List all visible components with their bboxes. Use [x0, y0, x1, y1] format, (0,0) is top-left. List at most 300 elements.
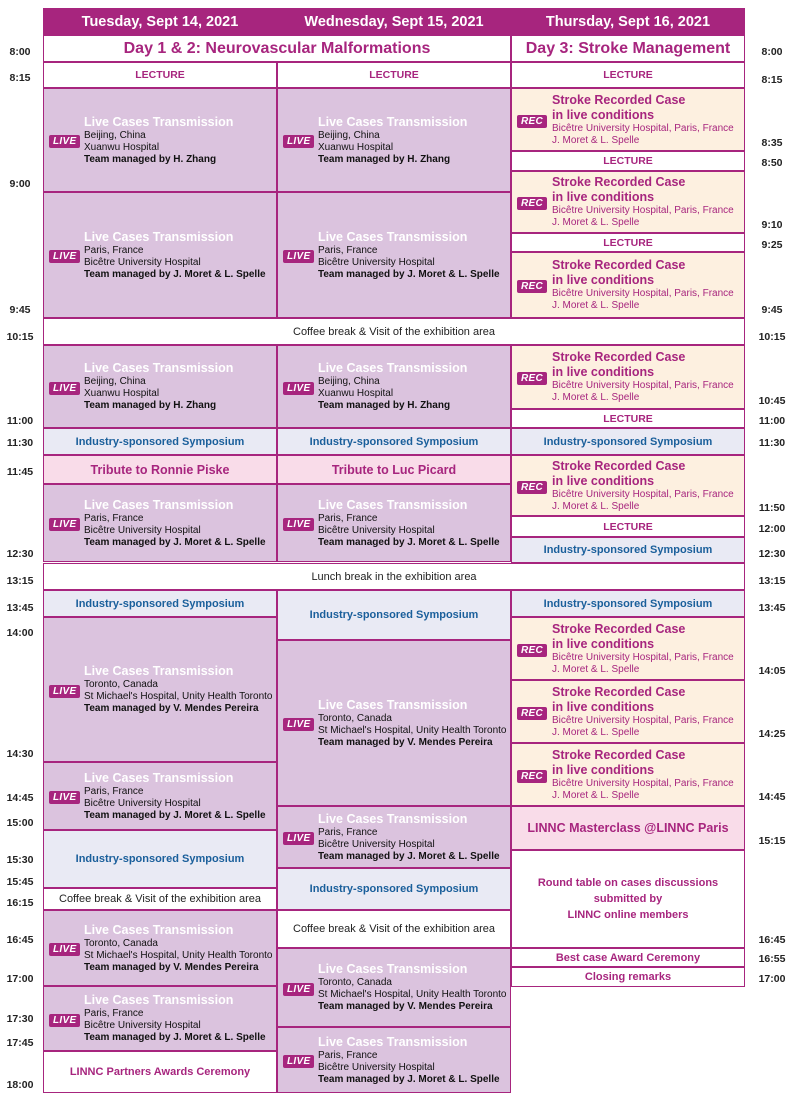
- tribute-picard-label: Tribute to Luc Picard: [331, 462, 457, 477]
- day-title-stroke-label: Day 3: Stroke Management: [525, 39, 731, 57]
- time-label-right: 8:15: [761, 74, 783, 86]
- live-session-text: [84, 230, 266, 281]
- symposium: [43, 830, 277, 888]
- recorded-case-text: [552, 175, 734, 229]
- recorded-case: [511, 171, 745, 233]
- recorded-case-title: Stroke Recorded Case: [552, 92, 686, 107]
- day-header-tuesday: [43, 8, 277, 35]
- live-session-title: Live Cases Transmission: [84, 114, 234, 129]
- live-session-team: Team managed by V. Mendes Pereira: [318, 1001, 493, 1012]
- live-session-city: Paris, France: [318, 244, 378, 256]
- coffee-break-label: Coffee break & Visit of the exhibition area: [293, 923, 495, 935]
- live-icon: [49, 378, 80, 396]
- recorded-case-place: Bicêtre University Hospital, Paris, France: [552, 488, 734, 500]
- time-label-left: 16:15: [6, 897, 34, 909]
- live-session: [277, 948, 511, 1027]
- time-label-right: 11:30: [758, 437, 786, 449]
- time-label-left: 12:30: [6, 548, 34, 560]
- live-session-team: Team managed by J. Moret & L. Spelle: [318, 1073, 500, 1085]
- recorded-case: [511, 252, 745, 318]
- award-ceremony-label: Best case Award Ceremony: [555, 951, 701, 964]
- live-session-hospital: Bicêtre University Hospital: [84, 1020, 201, 1031]
- rec-icon: [517, 276, 547, 294]
- round-table-line1: Round table on cases discussions: [537, 877, 719, 889]
- live-session-text: [318, 115, 467, 166]
- lecture-label: LECTURE: [603, 412, 653, 425]
- live-icon: [283, 514, 314, 532]
- time-label-left: 14:30: [6, 748, 34, 760]
- time-label-left: 14:45: [6, 792, 34, 804]
- rec-icon: [517, 193, 547, 211]
- lecture: [511, 409, 745, 428]
- rec-icon: [517, 640, 547, 658]
- live-icon-text: LIVE: [49, 943, 80, 956]
- time-label-right: 15:15: [758, 835, 786, 847]
- symposium: [277, 428, 511, 455]
- time-label-left: 9:00: [9, 178, 31, 190]
- time-label-left: 14:00: [6, 627, 34, 639]
- live-session-city: Paris, France: [318, 1049, 378, 1061]
- time-label-left: 11:45: [6, 466, 34, 478]
- live-session-title: Live Cases Transmission: [84, 993, 234, 1007]
- recorded-case-subtitle: in live conditions: [552, 107, 655, 122]
- live-session-text: [84, 923, 272, 974]
- live-session-hospital: Bicêtre University Hospital: [318, 524, 435, 536]
- recorded-case-team: J. Moret & L. Spelle: [552, 217, 640, 228]
- recorded-case-title: Stroke Recorded Case: [552, 621, 686, 636]
- lecture-label: LECTURE: [603, 69, 653, 81]
- award-ceremony: [511, 948, 745, 967]
- lecture: [43, 62, 277, 88]
- time-label-right: 8:35: [761, 137, 783, 149]
- lecture: [511, 151, 745, 171]
- recorded-case-subtitle: in live conditions: [552, 473, 655, 488]
- rec-icon-text: REC: [517, 115, 547, 128]
- symposium-label: Industry-sponsored Symposium: [543, 544, 713, 556]
- live-session-team: Team managed by H. Zhang: [84, 400, 217, 411]
- live-session-text: [84, 993, 266, 1044]
- live-session-hospital: Xuanwu Hospital: [318, 388, 394, 399]
- live-session-city: Toronto, Canada: [318, 977, 392, 988]
- time-label-right: 13:45: [758, 602, 786, 614]
- day-header-thursday: [511, 8, 745, 35]
- recorded-case: [511, 455, 745, 516]
- rec-icon: [517, 703, 547, 721]
- live-session: [277, 1027, 511, 1093]
- tribute-piske: [43, 455, 277, 484]
- live-session-hospital: Bicêtre University Hospital: [84, 524, 201, 536]
- live-session-team: Team managed by J. Moret & L. Spelle: [318, 536, 500, 548]
- live-session-text: [318, 698, 506, 749]
- live-session-title: Live Cases Transmission: [318, 497, 468, 512]
- live-session-team: Team managed by V. Mendes Pereira: [84, 961, 259, 973]
- day-title-stroke: [511, 35, 745, 62]
- time-label-left: 9:45: [9, 304, 31, 316]
- live-session-hospital: St Michael's Hospital, Unity Health Toronto: [318, 989, 507, 1000]
- live-session-city: Toronto, Canada: [84, 937, 158, 949]
- live-session-text: [84, 498, 266, 549]
- live-session-title: Live Cases Transmission: [84, 229, 234, 244]
- live-session-text: [318, 1035, 500, 1086]
- live-icon-text: LIVE: [283, 250, 314, 263]
- symposium-label: Industry-sponsored Symposium: [309, 435, 479, 448]
- live-session-hospital: Xuanwu Hospital: [84, 388, 160, 399]
- recorded-case-subtitle: in live conditions: [552, 636, 655, 651]
- live-icon-text: LIVE: [283, 518, 314, 531]
- live-session-city: Paris, France: [84, 512, 144, 524]
- recorded-case-text: [552, 350, 734, 404]
- lecture-label: LECTURE: [369, 69, 419, 81]
- recorded-case: [511, 88, 745, 151]
- live-session-hospital: Bicêtre University Hospital: [318, 1061, 435, 1073]
- recorded-case: [511, 743, 745, 806]
- live-session: [277, 806, 511, 868]
- symposium-label: Industry-sponsored Symposium: [309, 883, 479, 895]
- time-label-left: 10:15: [6, 331, 34, 343]
- recorded-case-title: Stroke Recorded Case: [552, 175, 686, 189]
- time-label-right: 17:00: [758, 973, 786, 985]
- tribute-piske-label: Tribute to Ronnie Piske: [90, 462, 230, 477]
- live-session-title: Live Cases Transmission: [84, 497, 234, 512]
- time-label-right: 14:25: [758, 728, 786, 740]
- lecture: [511, 516, 745, 537]
- live-icon: [283, 1051, 314, 1069]
- day-header-thursday-label: Thursday, Sept 16, 2021: [545, 13, 711, 30]
- live-icon-text: LIVE: [49, 382, 80, 395]
- symposium: [511, 428, 745, 455]
- time-label-right: 9:10: [761, 219, 783, 231]
- symposium-label: Industry-sponsored Symposium: [543, 435, 713, 448]
- round-table-text: [538, 875, 718, 923]
- rec-icon-text: REC: [517, 644, 547, 657]
- time-label-right: 12:00: [758, 523, 786, 535]
- recorded-case-team: J. Moret & L. Spelle: [552, 134, 640, 146]
- day-header-wednesday: [277, 8, 511, 35]
- live-session-city: Beijing, China: [318, 376, 380, 387]
- live-session: [43, 762, 277, 830]
- symposium: [511, 590, 745, 617]
- recorded-case: [511, 345, 745, 409]
- rec-icon-text: REC: [517, 372, 547, 385]
- tribute-picard: [277, 455, 511, 484]
- live-session-team: Team managed by J. Moret & L. Spelle: [84, 268, 266, 280]
- live-session-city: Paris, France: [84, 1008, 144, 1019]
- live-session-text: [318, 962, 506, 1013]
- live-session-team: Team managed by J. Moret & L. Spelle: [84, 809, 266, 821]
- recorded-case-place: Bicêtre University Hospital, Paris, France: [552, 122, 734, 134]
- live-session-city: Toronto, Canada: [84, 679, 158, 690]
- recorded-case-subtitle: in live conditions: [552, 365, 655, 379]
- rec-icon-text: REC: [517, 481, 547, 494]
- rec-icon: [517, 111, 547, 129]
- live-session-text: [84, 115, 233, 166]
- symposium: [277, 868, 511, 910]
- live-session-team: Team managed by J. Moret & L. Spelle: [318, 850, 500, 862]
- live-icon: [49, 787, 80, 805]
- recorded-case-text: [552, 622, 734, 676]
- recorded-case-title: Stroke Recorded Case: [552, 458, 686, 473]
- symposium: [277, 590, 511, 640]
- live-session: [43, 986, 277, 1051]
- rec-icon: [517, 368, 547, 386]
- live-session: [43, 345, 277, 428]
- time-label-right: 8:00: [761, 46, 783, 58]
- day-title-neurovascular-label: Day 1 & 2: Neurovascular Malformations: [123, 39, 431, 57]
- live-icon-text: LIVE: [283, 382, 314, 395]
- live-icon: [49, 246, 80, 264]
- recorded-case-title: Stroke Recorded Case: [552, 350, 686, 364]
- symposium-label: Industry-sponsored Symposium: [75, 597, 245, 610]
- symposium: [511, 537, 745, 563]
- live-session-team: Team managed by H. Zhang: [318, 400, 451, 411]
- coffee-break: [277, 910, 511, 948]
- live-icon: [283, 131, 314, 149]
- time-label-right: 9:25: [761, 239, 783, 251]
- lecture-label: LECTURE: [603, 155, 653, 167]
- symposium-label: Industry-sponsored Symposium: [309, 609, 479, 621]
- time-label-right: 14:05: [758, 665, 786, 677]
- live-session-team: Team managed by V. Mendes Pereira: [84, 703, 259, 714]
- lecture-label: LECTURE: [603, 520, 653, 533]
- live-session-text: [318, 230, 500, 281]
- recorded-case-place: Bicêtre University Hospital, Paris, France: [552, 380, 734, 391]
- live-session-hospital: St Michael's Hospital, Unity Health Toronto: [84, 949, 273, 961]
- symposium-label: Industry-sponsored Symposium: [543, 597, 713, 610]
- live-session-city: Paris, France: [318, 826, 378, 838]
- coffee-break-label: Coffee break & Visit of the exhibition area: [293, 325, 495, 338]
- time-label-right: 11:00: [758, 415, 786, 427]
- recorded-case-title: Stroke Recorded Case: [552, 684, 686, 699]
- time-label-left: 17:30: [6, 1013, 34, 1025]
- live-session-hospital: Bicêtre University Hospital: [318, 838, 435, 850]
- live-session-hospital: Xuanwu Hospital: [318, 141, 394, 153]
- live-session: [43, 192, 277, 318]
- time-label-left: 18:00: [6, 1079, 34, 1091]
- time-label-right: 12:30: [758, 548, 786, 560]
- day-header-wednesday-label: Wednesday, Sept 15, 2021: [304, 13, 484, 30]
- time-label-left: 13:15: [6, 575, 34, 587]
- recorded-case-team: J. Moret & L. Spelle: [552, 726, 640, 738]
- live-session-hospital: St Michael's Hospital, Unity Health Toronto: [318, 724, 507, 736]
- live-icon: [49, 131, 80, 149]
- lecture: [511, 233, 745, 252]
- live-session-title: Live Cases Transmission: [318, 114, 468, 129]
- symposium: [43, 590, 277, 617]
- live-session-title: Live Cases Transmission: [318, 697, 468, 712]
- live-icon-text: LIVE: [283, 718, 314, 731]
- rec-icon: [517, 477, 547, 495]
- live-session: [277, 88, 511, 192]
- recorded-case-text: [552, 748, 734, 802]
- live-session-city: Beijing, China: [84, 129, 146, 141]
- live-session-text: [84, 361, 233, 412]
- time-label-left: 11:00: [6, 415, 34, 427]
- live-icon: [283, 378, 314, 396]
- live-session-text: [84, 771, 266, 822]
- lunch-break: [43, 563, 745, 590]
- live-session-title: Live Cases Transmission: [84, 664, 234, 678]
- live-session-city: Paris, France: [84, 785, 144, 797]
- recorded-case-title: Stroke Recorded Case: [552, 258, 686, 272]
- symposium: [43, 428, 277, 455]
- coffee-break: [43, 888, 277, 910]
- live-icon: [283, 828, 314, 846]
- coffee-break-label: Coffee break & Visit of the exhibition area: [59, 893, 261, 905]
- live-session-title: Live Cases Transmission: [318, 361, 468, 375]
- recorded-case-place: Bicêtre University Hospital, Paris, France: [552, 288, 734, 299]
- day-header-tuesday-label: Tuesday, Sept 14, 2021: [81, 13, 239, 30]
- recorded-case-subtitle: in live conditions: [552, 699, 655, 714]
- lunch-break-label: Lunch break in the exhibition area: [311, 570, 477, 583]
- live-icon-text: LIVE: [283, 832, 314, 845]
- rec-icon-text: REC: [517, 197, 547, 210]
- closing-remarks: [511, 967, 745, 987]
- recorded-case-team: J. Moret & L. Spelle: [552, 663, 640, 675]
- recorded-case-title: Stroke Recorded Case: [552, 747, 686, 762]
- live-icon-text: LIVE: [283, 983, 314, 996]
- live-session-title: Live Cases Transmission: [318, 229, 468, 244]
- rec-icon: [517, 766, 547, 784]
- live-session: [277, 640, 511, 806]
- live-session-title: Live Cases Transmission: [84, 770, 234, 785]
- recorded-case-team: J. Moret & L. Spelle: [552, 500, 640, 512]
- live-icon: [49, 681, 80, 699]
- partners-award-label: LINNC Partners Awards Ceremony: [69, 1066, 251, 1078]
- live-icon-text: LIVE: [49, 135, 80, 148]
- live-icon: [283, 246, 314, 264]
- live-session: [277, 192, 511, 318]
- time-label-right: 10:45: [758, 395, 786, 407]
- live-session-team: Team managed by H. Zhang: [84, 153, 217, 165]
- time-label-left: 8:15: [9, 72, 31, 84]
- live-icon-text: LIVE: [49, 250, 80, 263]
- symposium-label: Industry-sponsored Symposium: [75, 853, 245, 865]
- rec-icon-text: REC: [517, 280, 547, 293]
- live-icon: [49, 1010, 80, 1028]
- coffee-break: [43, 318, 745, 345]
- time-label-left: 15:30: [6, 854, 34, 866]
- live-session-title: Live Cases Transmission: [318, 811, 468, 826]
- live-session: [43, 88, 277, 192]
- live-session-title: Live Cases Transmission: [84, 922, 234, 937]
- recorded-case-team: J. Moret & L. Spelle: [552, 392, 640, 403]
- live-icon-text: LIVE: [49, 518, 80, 531]
- recorded-case: [511, 617, 745, 680]
- rec-icon-text: REC: [517, 707, 547, 720]
- live-session-hospital: St Michael's Hospital, Unity Health Toronto: [84, 691, 273, 702]
- live-session-title: Live Cases Transmission: [318, 1034, 468, 1049]
- time-label-right: 10:15: [758, 331, 786, 343]
- recorded-case-text: [552, 459, 734, 513]
- recorded-case-subtitle: in live conditions: [552, 190, 655, 204]
- time-label-right: 16:55: [758, 953, 786, 965]
- recorded-case: [511, 680, 745, 743]
- recorded-case-subtitle: in live conditions: [552, 273, 655, 287]
- lecture-label: LECTURE: [603, 236, 653, 249]
- time-label-right: 14:45: [758, 791, 786, 803]
- recorded-case-text: [552, 258, 734, 312]
- recorded-case-text: [552, 685, 734, 739]
- live-icon-text: LIVE: [49, 1014, 80, 1027]
- round-table-line3: LINNC online members: [567, 909, 689, 921]
- time-label-left: 15:00: [6, 817, 34, 829]
- live-session-text: [318, 812, 500, 863]
- live-session-text: [84, 664, 272, 715]
- live-session-title: Live Cases Transmission: [318, 962, 468, 976]
- live-session-hospital: Bicêtre University Hospital: [84, 256, 201, 268]
- recorded-case-place: Bicêtre University Hospital, Paris, France: [552, 777, 734, 789]
- live-session-city: Beijing, China: [84, 376, 146, 387]
- live-session: [277, 345, 511, 428]
- time-label-right: 11:50: [758, 502, 786, 514]
- live-session-city: Paris, France: [84, 244, 144, 256]
- symposium-label: Industry-sponsored Symposium: [75, 435, 245, 448]
- closing-remarks-label: Closing remarks: [584, 971, 672, 983]
- time-label-left: 16:45: [6, 934, 34, 946]
- live-session: [43, 910, 277, 986]
- live-session-hospital: Bicêtre University Hospital: [84, 797, 201, 809]
- masterclass-label: LINNC Masterclass @LINNC Paris: [527, 821, 729, 835]
- live-session-team: Team managed by J. Moret & L. Spelle: [84, 1032, 266, 1043]
- rec-icon-text: REC: [517, 770, 547, 783]
- time-label-left: 17:45: [6, 1037, 34, 1049]
- live-icon: [49, 514, 80, 532]
- round-table: [511, 850, 745, 948]
- day-title-neurovascular: [43, 35, 511, 62]
- time-label-right: 8:50: [761, 157, 783, 169]
- live-session-city: Beijing, China: [318, 129, 380, 141]
- live-session: [277, 484, 511, 562]
- recorded-case-place: Bicêtre University Hospital, Paris, France: [552, 651, 734, 663]
- live-session-city: Paris, France: [318, 512, 378, 524]
- partners-award: [43, 1051, 277, 1093]
- live-session-team: Team managed by J. Moret & L. Spelle: [84, 536, 266, 548]
- live-icon-text: LIVE: [49, 791, 80, 804]
- time-label-left: 17:00: [6, 973, 34, 985]
- live-session-text: [318, 361, 467, 412]
- time-label-right: 13:15: [758, 575, 786, 587]
- lecture-label: LECTURE: [135, 69, 185, 81]
- live-icon: [283, 979, 314, 997]
- live-icon-text: LIVE: [283, 1055, 314, 1068]
- live-session-title: Live Cases Transmission: [84, 361, 234, 375]
- recorded-case-text: [552, 93, 734, 147]
- live-session-team: Team managed by H. Zhang: [318, 153, 451, 165]
- time-label-left: 13:45: [6, 602, 34, 614]
- time-label-left: 15:45: [6, 876, 34, 888]
- live-session-team: Team managed by V. Mendes Pereira: [318, 736, 493, 748]
- live-session-text: [318, 498, 500, 549]
- live-icon: [283, 714, 314, 732]
- live-session-team: Team managed by J. Moret & L. Spelle: [318, 268, 500, 280]
- live-session-hospital: Xuanwu Hospital: [84, 141, 160, 153]
- recorded-case-place: Bicêtre University Hospital, Paris, France: [552, 205, 734, 216]
- time-label-right: 16:45: [758, 934, 786, 946]
- lecture: [277, 62, 511, 88]
- live-icon: [49, 939, 80, 957]
- live-session: [43, 484, 277, 562]
- round-table-line2: submitted by: [593, 893, 663, 905]
- time-label-left: 11:30: [6, 437, 34, 449]
- live-session: [43, 617, 277, 762]
- live-session-city: Toronto, Canada: [318, 712, 392, 724]
- recorded-case-team: J. Moret & L. Spelle: [552, 789, 640, 801]
- recorded-case-team: J. Moret & L. Spelle: [552, 300, 640, 311]
- time-label-left: 8:00: [9, 46, 31, 58]
- masterclass: [511, 806, 745, 850]
- time-label-right: 9:45: [761, 304, 783, 316]
- live-icon-text: LIVE: [49, 685, 80, 698]
